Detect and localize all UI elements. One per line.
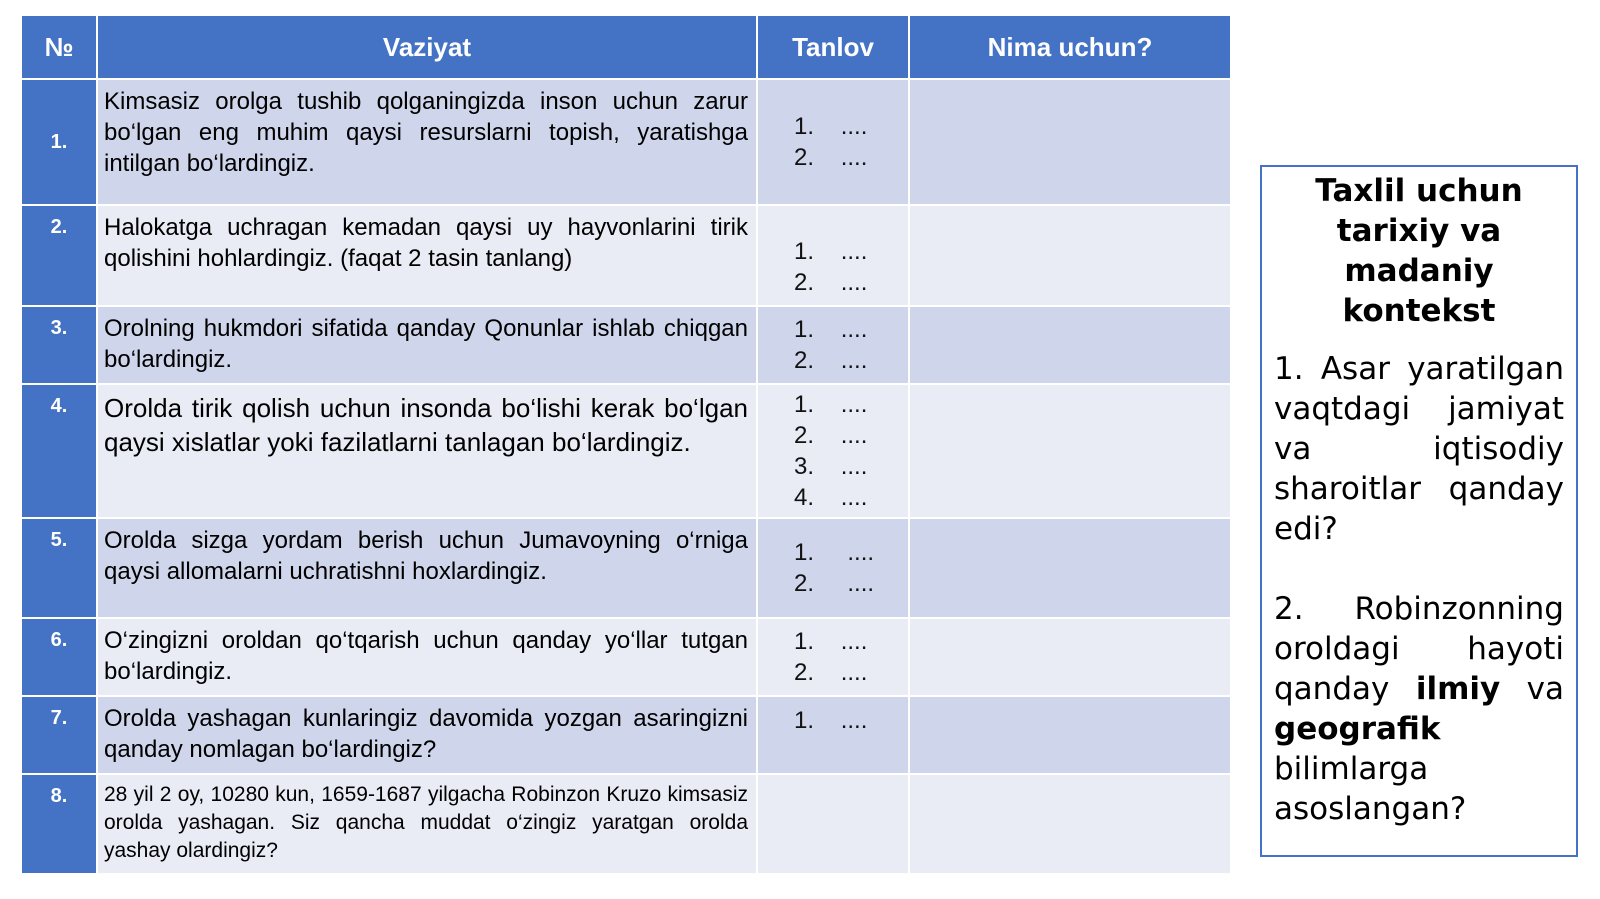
row-number: 8. bbox=[21, 774, 97, 874]
reason-cell[interactable] bbox=[909, 518, 1231, 618]
header-num: № bbox=[21, 15, 97, 79]
sidebar-question-2 bbox=[1274, 589, 1564, 829]
choice-list[interactable] bbox=[757, 79, 909, 205]
row-number: 1. bbox=[21, 79, 97, 205]
row-number: 5. bbox=[21, 518, 97, 618]
reason-cell[interactable] bbox=[909, 618, 1231, 696]
reason-cell[interactable] bbox=[909, 306, 1231, 384]
situation-text: Kimsasiz orolga tushib qolganingizda inson uchun zarur bo‘lgan eng muhim qaysi resurslarni topish, yaratishga intilgan bo‘lardingiz. bbox=[97, 79, 757, 205]
q2-bold-geografik: geografik bbox=[1274, 711, 1441, 747]
table-row bbox=[21, 696, 1231, 774]
choice-item: 3. .... bbox=[794, 453, 868, 480]
situation-text: Orolning hukmdori sifatida qanday Qonunlar ishlab chiqgan bo‘lardingiz. bbox=[97, 306, 757, 384]
situation-text: O‘zingizni oroldan qo‘tqarish uchun qanday yo‘llar tutgan bo‘lardingiz. bbox=[97, 618, 757, 696]
choice-list[interactable] bbox=[757, 618, 909, 696]
situation-text: Orolda yashagan kunlaringiz davomida yozgan asaringizni qanday nomlagan bo‘lardingiz? bbox=[97, 696, 757, 774]
row-number: 6. bbox=[21, 618, 97, 696]
sidebar-question-1: 1. Asar yaratilgan vaqtdagi jamiyat va iqtisodiy sharoitlar qanday edi? bbox=[1274, 351, 1564, 547]
choice-item: 2. .... bbox=[794, 347, 868, 374]
row-number: 7. bbox=[21, 696, 97, 774]
table-row bbox=[21, 774, 1231, 874]
choice-list[interactable] bbox=[757, 518, 909, 618]
row-number: 4. bbox=[21, 384, 97, 518]
header-why: Nima uchun? bbox=[909, 15, 1231, 79]
situation-text: Halokatga uchragan kemadan qaysi uy hayvonlarini tirik qolishini hohlardingiz. (faqat 2 tasin tanlang) bbox=[97, 205, 757, 306]
table-header-row bbox=[21, 15, 1231, 79]
table-row bbox=[21, 306, 1231, 384]
choice-item: 1. .... bbox=[794, 113, 868, 140]
choice-list[interactable] bbox=[757, 306, 909, 384]
table-row bbox=[21, 205, 1231, 306]
header-choice: Tanlov bbox=[757, 15, 909, 79]
situation-text: Orolda sizga yordam berish uchun Jumavoyning o‘rniga qaysi allomalarni uchratishni hoxlardingiz. bbox=[97, 518, 757, 618]
situation-table bbox=[20, 14, 1232, 875]
choice-item: 1. .... bbox=[794, 316, 868, 343]
choice-item: 1. .... bbox=[794, 237, 868, 265]
q2-text: va bbox=[1500, 671, 1565, 707]
table-row bbox=[21, 518, 1231, 618]
choice-item: 2. .... bbox=[794, 144, 868, 171]
sidebar-title: Taxlil uchun tarixiy va madaniy kontekst bbox=[1315, 173, 1523, 329]
situation-text: 28 yil 2 oy, 10280 kun, 1659-1687 yilgacha Robinzon Kruzo kimsasiz orolda yashagan. Siz qancha muddat o‘zingiz yaratgan orolda yashay olardingiz? bbox=[97, 774, 757, 874]
choice-list[interactable] bbox=[757, 205, 909, 306]
table-row bbox=[21, 384, 1231, 518]
q2-bold-ilmiy: ilmiy bbox=[1415, 671, 1501, 707]
choice-item: 4. .... bbox=[794, 484, 868, 511]
choice-item: 1. .... bbox=[794, 539, 875, 566]
situation-text: Orolda tirik qolish uchun insonda bo‘lishi kerak bo‘lgan qaysi xislatlar yoki fazilatlarni tanlagan bo‘lardingiz. bbox=[97, 384, 757, 518]
analysis-context-box bbox=[1260, 165, 1578, 857]
choice-item: 1. .... bbox=[794, 628, 868, 655]
row-number: 2. bbox=[21, 205, 97, 306]
q2-text: 2. Robinzonning oroldagi hayoti qanday bbox=[1274, 591, 1564, 707]
choice-item: 1. .... bbox=[794, 391, 868, 418]
table-row bbox=[21, 79, 1231, 205]
reason-cell[interactable] bbox=[909, 384, 1231, 518]
choice-item: 2. .... bbox=[794, 422, 868, 449]
reason-cell[interactable] bbox=[909, 774, 1231, 874]
table-row bbox=[21, 618, 1231, 696]
choice-list[interactable] bbox=[757, 774, 909, 874]
reason-cell[interactable] bbox=[909, 79, 1231, 205]
choice-item: 2. .... bbox=[794, 570, 875, 597]
choice-list[interactable] bbox=[757, 384, 909, 518]
reason-cell[interactable] bbox=[909, 696, 1231, 774]
q2-text: bilimlarga asoslangan? bbox=[1274, 751, 1467, 827]
choice-item: 2. .... bbox=[794, 268, 868, 296]
header-situation: Vaziyat bbox=[97, 15, 757, 79]
reason-cell[interactable] bbox=[909, 205, 1231, 306]
row-number: 3. bbox=[21, 306, 97, 384]
choice-item: 2. .... bbox=[794, 659, 868, 686]
choice-list[interactable] bbox=[757, 696, 909, 774]
choice-item: 1. .... bbox=[794, 707, 868, 734]
